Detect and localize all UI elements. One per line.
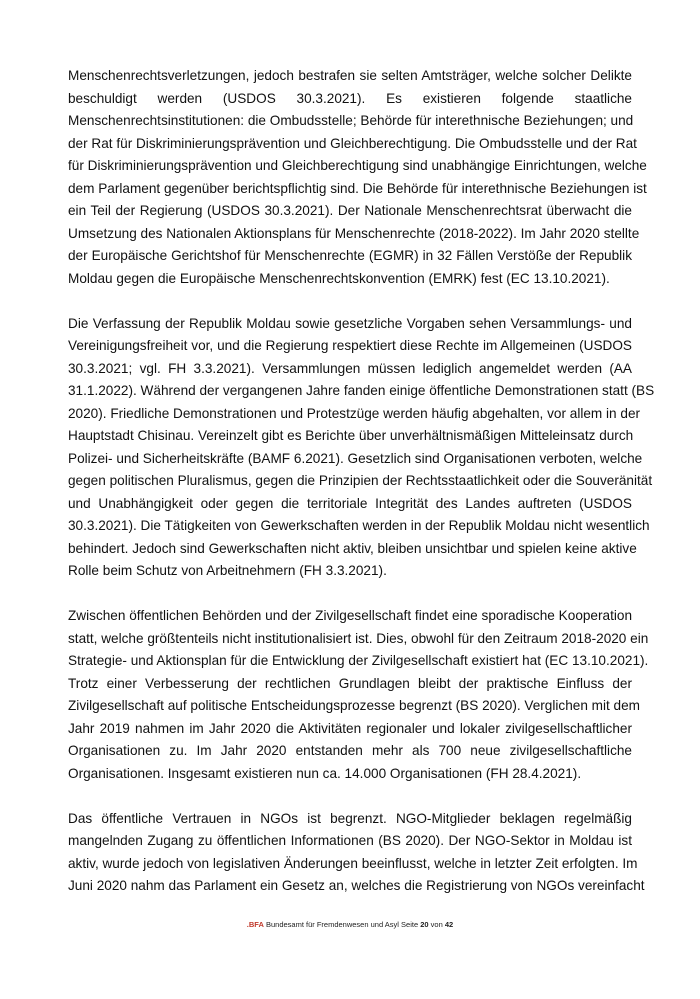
- footer-of: von: [430, 920, 443, 929]
- paragraph: [68, 313, 655, 583]
- paragraph: [68, 808, 645, 898]
- text-line: mangelnden Zugang zu öffentlichen Informationen (BS 2020). Der NGO-Sektor in Moldau ist: [68, 833, 632, 848]
- text-line: 2020). Friedliche Demonstrationen und Protestzüge werden häufig abgehalten, vor allem in der: [68, 405, 641, 421]
- text-line: Hauptstadt Chisinau. Vereinzelt gibt es Berichte über unverhältnismäßigen Mitteleinsatz durch: [68, 428, 634, 443]
- page-number: 20: [420, 920, 429, 929]
- text-line: Zwischen öffentlichen Behörden und der Zivilgesellschaft findet eine sporadische Kooperation: [68, 608, 632, 623]
- text-line: dem Parlament gegenüber berichtspflichtig sind. Die Behörde für interethnische Beziehungen ist: [68, 180, 647, 196]
- text-line: 30.3.2021; vgl. FH 3.3.2021). Versammlungen müssen lediglich angemeldet werden (AA: [68, 360, 632, 376]
- text-line: ein Teil der Regierung (USDOS 30.3.2021). Der Nationale Menschenrechtsrat überwacht die: [68, 203, 632, 218]
- text-line: Moldau gegen die Europäische Menschenrechtskonvention (EMRK) fest (EC 13.10.2021).: [68, 270, 610, 286]
- text-line: für Diskriminierungsprävention und Gleichberechtigung sind unabhängige Einrichtungen, welche: [68, 158, 647, 173]
- text-line: beschuldigt werden (USDOS 30.3.2021). Es existieren folgende staatliche: [68, 90, 632, 106]
- page-footer: [0, 920, 700, 929]
- text-line: Die Verfassung der Republik Moldau sowie gesetzliche Vorgaben sehen Versammlungs- und: [68, 315, 632, 331]
- text-line: Menschenrechtsverletzungen, jedoch bestrafen sie selten Amtsträger, welche solcher Delikte: [68, 68, 632, 83]
- text-line: Strategie- und Aktionsplan für die Entwicklung der Zivilgesellschaft existiert hat (EC 13.10.2021).: [68, 653, 649, 668]
- text-line: Menschenrechtsinstitutionen: die Ombudsstelle; Behörde für interethnische Beziehungen; und: [68, 113, 634, 128]
- text-line: Trotz einer Verbesserung der rechtlichen Grundlagen bleibt der praktische Einfluss der: [68, 675, 632, 691]
- footer-text: Bundesamt für Fremdenwesen und Asyl Seite: [265, 920, 419, 929]
- text-line: 31.1.2022). Während der vergangenen Jahre fanden einige öffentliche Demonstrationen statt (BS: [68, 383, 655, 398]
- page-total: 42: [444, 920, 454, 929]
- text-line: gegen politischen Pluralismus, gegen die Prinzipien der Rechtsstaatlichkeit oder die Souveränität: [68, 473, 653, 488]
- paragraph: [68, 65, 647, 290]
- text-line: Zivilgesellschaft auf politische Entscheidungsprozesse begrenzt (BS 2020). Verglichen mit dem: [68, 698, 640, 713]
- bfa-logo-text: .BFA: [246, 920, 264, 929]
- text-line: 30.3.2021). Die Tätigkeiten von Gewerkschaften werden in der Republik Moldau nicht wesentlich: [68, 518, 650, 533]
- text-line: Juni 2020 nahm das Parlament ein Gesetz an, welches die Registrierung von NGOs vereinfacht: [68, 878, 645, 893]
- text-line: statt, welche größtenteils nicht institutionalisiert ist. Dies, obwohl für den Zeitraum 2018-2020 ein: [68, 630, 649, 646]
- text-line: Polizei- und Sicherheitskräfte (BAMF 6.2021). Gesetzlich sind Organisationen verboten, welche: [68, 450, 643, 466]
- text-line: der Rat für Diskriminierungsprävention und Gleichberechtigung. Die Ombudsstelle und der Rat: [68, 135, 637, 151]
- text-line: Das öffentliche Vertrauen in NGOs ist begrenzt. NGO-Mitglieder beklagen regelmäßig: [68, 810, 632, 826]
- text-line: der Europäische Gerichtshof für Menschenrechte (EGMR) in 32 Fällen Verstöße der Republik: [68, 248, 632, 263]
- text-line: Jahr 2019 nahmen im Jahr 2020 die Aktivitäten regionaler und lokaler zivilgesellschaftlicher: [68, 720, 632, 736]
- text-line: und Unabhängigkeit oder gegen die territoriale Integrität des Landes auftreten (USDOS: [68, 495, 632, 511]
- paragraph: [68, 605, 649, 785]
- text-line: aktiv, wurde jedoch von legislativen Änderungen beeinflusst, welche in letzter Zeit erfolgten. Im: [68, 855, 638, 871]
- text-line: Organisationen zu. Im Jahr 2020 entstanden mehr als 700 neue zivilgesellschaftliche: [68, 743, 632, 758]
- text-line: Rolle beim Schutz von Arbeitnehmern (FH 3.3.2021).: [68, 563, 387, 578]
- text-line: behindert. Jedoch sind Gewerkschaften nicht aktiv, bleiben unsichtbar und spielen keine aktive: [68, 540, 637, 556]
- document-body: [68, 65, 655, 920]
- text-line: Umsetzung des Nationalen Aktionsplans für Menschenrechte (2018-2022). Im Jahr 2020 stellte: [68, 225, 640, 241]
- text-line: Vereinigungsfreiheit vor, und die Regierung respektiert diese Rechte im Allgemeinen (USDOS: [68, 338, 632, 353]
- text-line: Organisationen. Insgesamt existieren nun ca. 14.000 Organisationen (FH 28.4.2021).: [68, 765, 582, 781]
